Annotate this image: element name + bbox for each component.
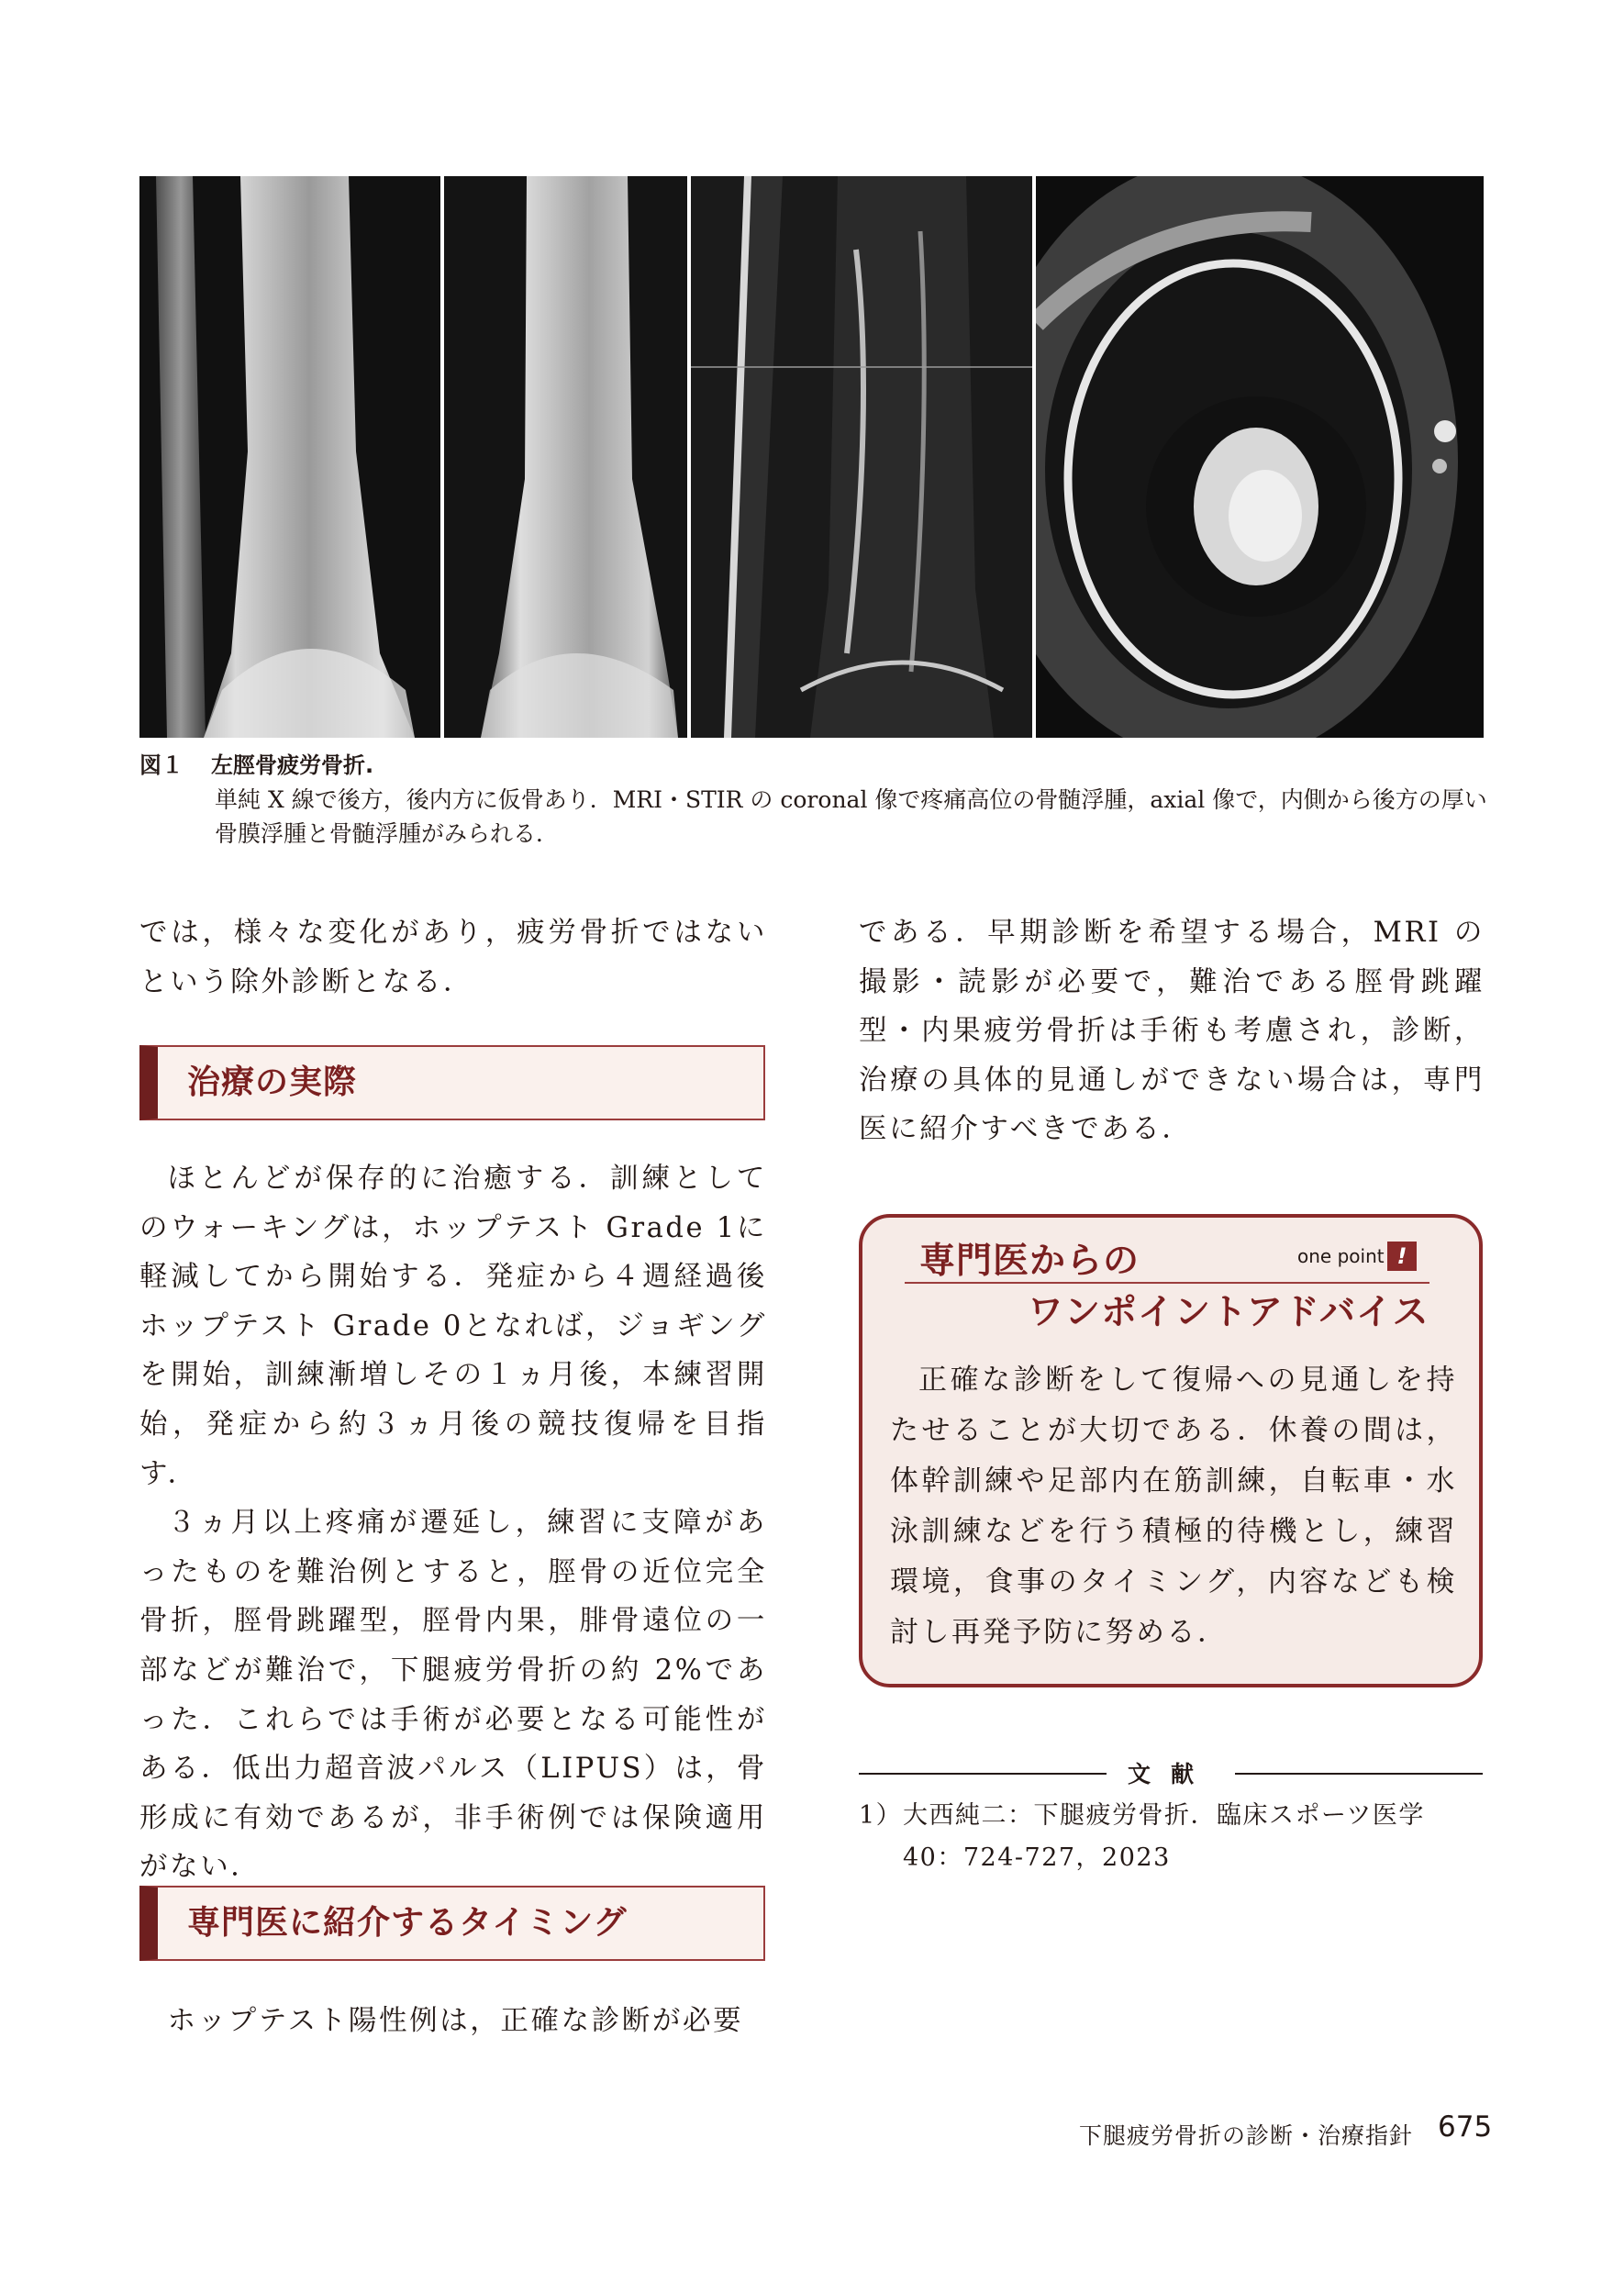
treatment-section-body [139, 1154, 767, 1892]
advice-title-line1: 専門医からの [919, 1241, 1140, 1282]
xray-image-lateral [444, 176, 687, 738]
figure-label: 図１ [139, 752, 184, 778]
figure-caption [139, 748, 1488, 851]
reference-text: 大西純二：下腿疲労骨折．臨床スポーツ医学 [903, 1801, 1425, 1830]
figure-caption-text: 単純 X 線で後方，後内方に仮骨あり．MRI・STIR の coronal 像で疼痛高位の骨髄浮腫，axial 像で，内側から後方の厚い骨膜浮腫と骨髄浮腫がみられる． [215, 786, 1487, 847]
treatment-paragraph-1: ほとんどが保存的に治癒する．訓練としてのウォーキングは，ホップテスト Grade 1に軽減してから開始する．発症から４週経過後ホップテスト Grade 0となれば，ジョギングを開始，訓練漸増しその１ヵ月後，本練習開始，発症から約３ヵ月後の競技復帰を目指す． [139, 1163, 767, 1490]
references-rule-right [1235, 1773, 1483, 1775]
figure-1 [139, 176, 1484, 738]
exclamation-icon: ! [1387, 1242, 1417, 1271]
mri-axial-image [1036, 176, 1484, 738]
running-title: 下腿疲労骨折の診断・治療指針 [1079, 2122, 1414, 2149]
right-column-paragraph: である．早期診断を希望する場合，MRI の撮影・読影が必要で，難治である脛骨跳躍型・内果疲労骨折は手術も考慮され，診断，治療の具体的見通しができない場合は，専門医に紹介すべきである． [859, 917, 1485, 1146]
one-point-tag: one point [1297, 1245, 1385, 1267]
one-point-advice-box [859, 1214, 1483, 1687]
xray-image-frontal [139, 176, 440, 738]
advice-body-text: 正確な診断をして復帰への見通しを持たせることが大切である．休養の間は，体幹訓練や足部内在筋訓練，自転車・水泳訓練などを行う積極的待機とし，練習環境，食事のタイミング，内容なども検討し再発予防に努める． [890, 1364, 1457, 1649]
reference-number: 1） [859, 1801, 903, 1830]
mri-coronal-image [691, 176, 1032, 738]
section-heading-treatment: 治療の実際 [139, 1045, 765, 1120]
page-number: 675 [1438, 2110, 1493, 2144]
reference-citation: 40：724-727，2023 [903, 1843, 1171, 1872]
references-rule-left [859, 1773, 1107, 1775]
referral-paragraph: ホップテスト陽性例は，正確な診断が必要 [167, 2005, 744, 2037]
treatment-paragraph-2: ３ヵ月以上疼痛が遷延し，練習に支障があったものを難治例とすると，脛骨の近位完全骨折，脛骨跳躍型，脛骨内果，腓骨遠位の一部などが難治で，下腿疲労骨折の約 2%であった．これらでは手術が必要となる可能性がある．低出力超音波パルス（LIPUS）は，骨形成に有効であるが，非手術例では保険適用がない． [139, 1507, 767, 1884]
section-heading-referral-timing: 専門医に紹介するタイミング [139, 1886, 765, 1961]
reference-item-1 [859, 1795, 1483, 1879]
intro-paragraph: では，様々な変化があり，疲労骨折ではないという除外診断となる． [139, 917, 767, 998]
advice-title-line2: ワンポイントアドバイス [1028, 1292, 1429, 1333]
references-title: 文献 [1127, 1761, 1214, 1787]
references-heading [859, 1756, 1483, 1789]
figure-title: 左脛骨疲労骨折. [210, 752, 374, 778]
